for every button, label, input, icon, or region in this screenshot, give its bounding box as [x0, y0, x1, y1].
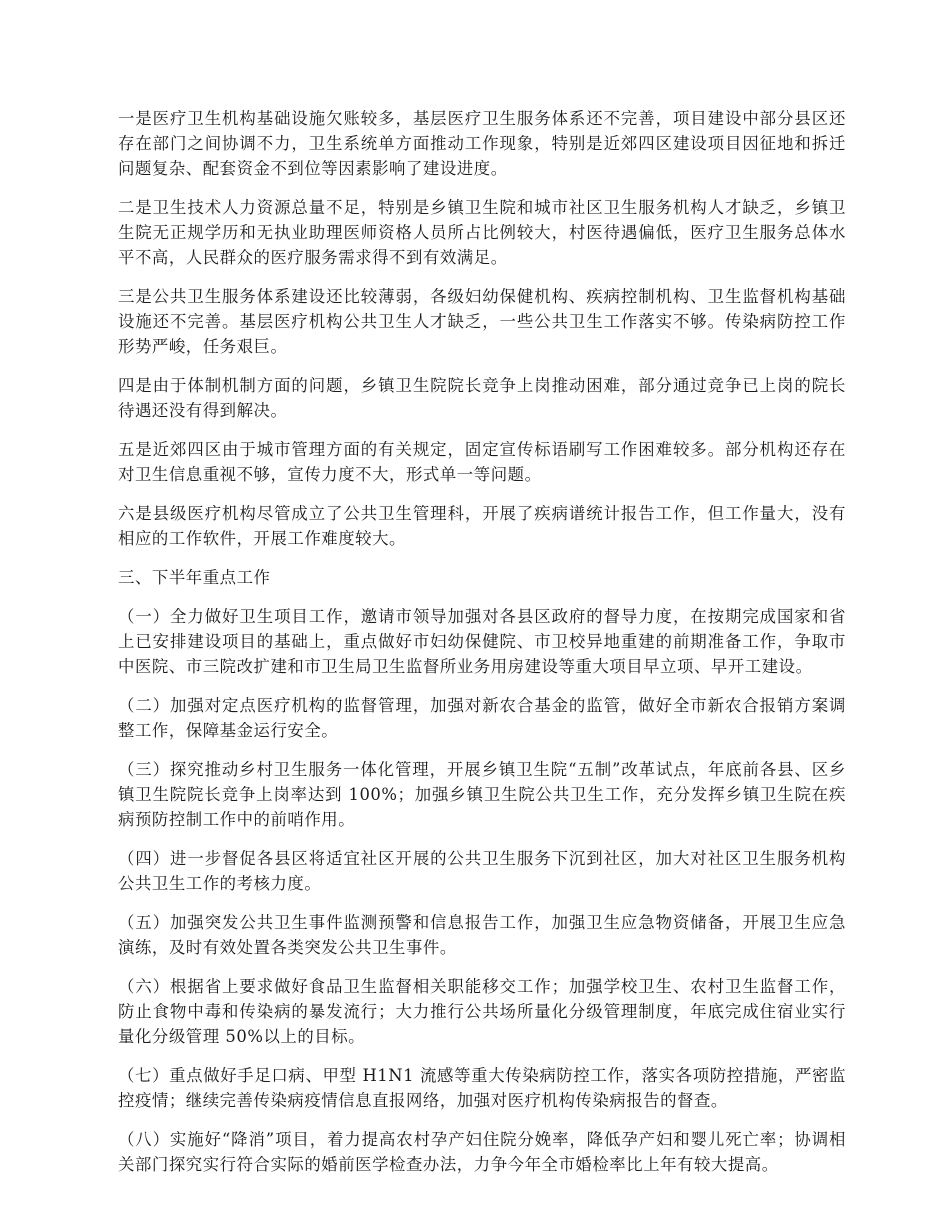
paragraph-problem-4: 四是由于体制机制方面的问题，乡镇卫生院院长竞争上岗推动困难，部分通过竞争已上岗的院长待遇还没有得到解决。	[118, 376, 846, 420]
paragraph-task-1: （一）全力做好卫生项目工作，邀请市领导加强对各县区政府的督导力度，在按期完成国家和省上已安排建设项目的基础上，重点做好市妇幼保健院、市卫校异地重建的前期准备工作，争取市中医院、市三院改扩建和市卫生局卫生监督所业务用房建设等重大项目早立项、早开工建设。	[118, 607, 846, 676]
paragraph-task-8: （八）实施好“降消”项目，着力提高农村孕产妇住院分娩率，降低孕产妇和婴儿死亡率；协调相关部门探究实行符合实际的婚前医学检查办法，力争今年全市婚检率比上年有较大提高。	[118, 1130, 846, 1174]
paragraph-problem-6: 六是县级医疗机构尽管成立了公共卫生管理科，开展了疾病谱统计报告工作，但工作量大，没有相应的工作软件，开展工作难度较大。	[118, 504, 846, 548]
paragraph-problem-5: 五是近郊四区由于城市管理方面的有关规定，固定宣传标语刷写工作困难较多。部分机构还存在对卫生信息重视不够，宣传力度不大，形式单一等问题。	[118, 440, 846, 484]
paragraph-task-5: （五）加强突发公共卫生事件监测预警和信息报告工作，加强卫生应急物资储备，开展卫生应急演练，及时有效处置各类突发公共卫生事件。	[118, 913, 846, 957]
paragraph-task-6: （六）根据省上要求做好食品卫生监督相关职能移交工作；加强学校卫生、农村卫生监督工作，防止食物中毒和传染病的暴发流行；大力推行公共场所量化分级管理制度，年底完成住宿业实行量化分级管理 50%以上的目标。	[118, 977, 846, 1046]
paragraph-problem-1: 一是医疗卫生机构基础设施欠账较多，基层医疗卫生服务体系还不完善，项目建设中部分县区还存在部门之间协调不力，卫生系统单方面推动工作现象，特别是近郊四区建设项目因征地和拆迁问题复杂、配套资金不到位等因素影响了建设进度。	[118, 109, 846, 178]
paragraph-task-7: （七）重点做好手足口病、甲型 H1N1 流感等重大传染病防控工作，落实各项防控措施，严密监控疫情；继续完善传染病疫情信息直报网络，加强对医疗机构传染病报告的督查。	[118, 1066, 846, 1110]
paragraph-problem-2: 二是卫生技术人力资源总量不足，特别是乡镇卫生院和城市社区卫生服务机构人才缺乏，乡镇卫生院无正规学历和无执业助理医师资格人员所占比例较大，村医待遇偏低，医疗卫生服务总体水平不高，人民群众的医疗服务需求得不到有效满足。	[118, 198, 846, 267]
paragraph-task-2: （二）加强对定点医疗机构的监督管理，加强对新农合基金的监管，做好全市新农合报销方案调整工作，保障基金运行安全。	[118, 696, 846, 740]
section-heading: 三、下半年重点工作	[118, 568, 271, 587]
paragraph-task-4: （四）进一步督促各县区将适宜社区开展的公共卫生服务下沉到社区，加大对社区卫生服务机构公共卫生工作的考核力度。	[118, 849, 846, 893]
paragraph-problem-3: 三是公共卫生服务体系建设还比较薄弱，各级妇幼保健机构、疾病控制机构、卫生监督机构基础设施还不完善。基层医疗机构公共卫生人才缺乏，一些公共卫生工作落实不够。传染病防控工作形势严峻，任务艰巨。	[118, 287, 846, 356]
document-body	[118, 106, 846, 1191]
paragraph-task-3: （三）探究推动乡村卫生服务一体化管理，开展乡镇卫生院“五制”改革试点，年底前各县、区乡镇卫生院院长竞争上岗率达到 100%；加强乡镇卫生院公共卫生工作，充分发挥乡镇卫生院在疾病预防控制工作中的前哨作用。	[118, 760, 846, 829]
